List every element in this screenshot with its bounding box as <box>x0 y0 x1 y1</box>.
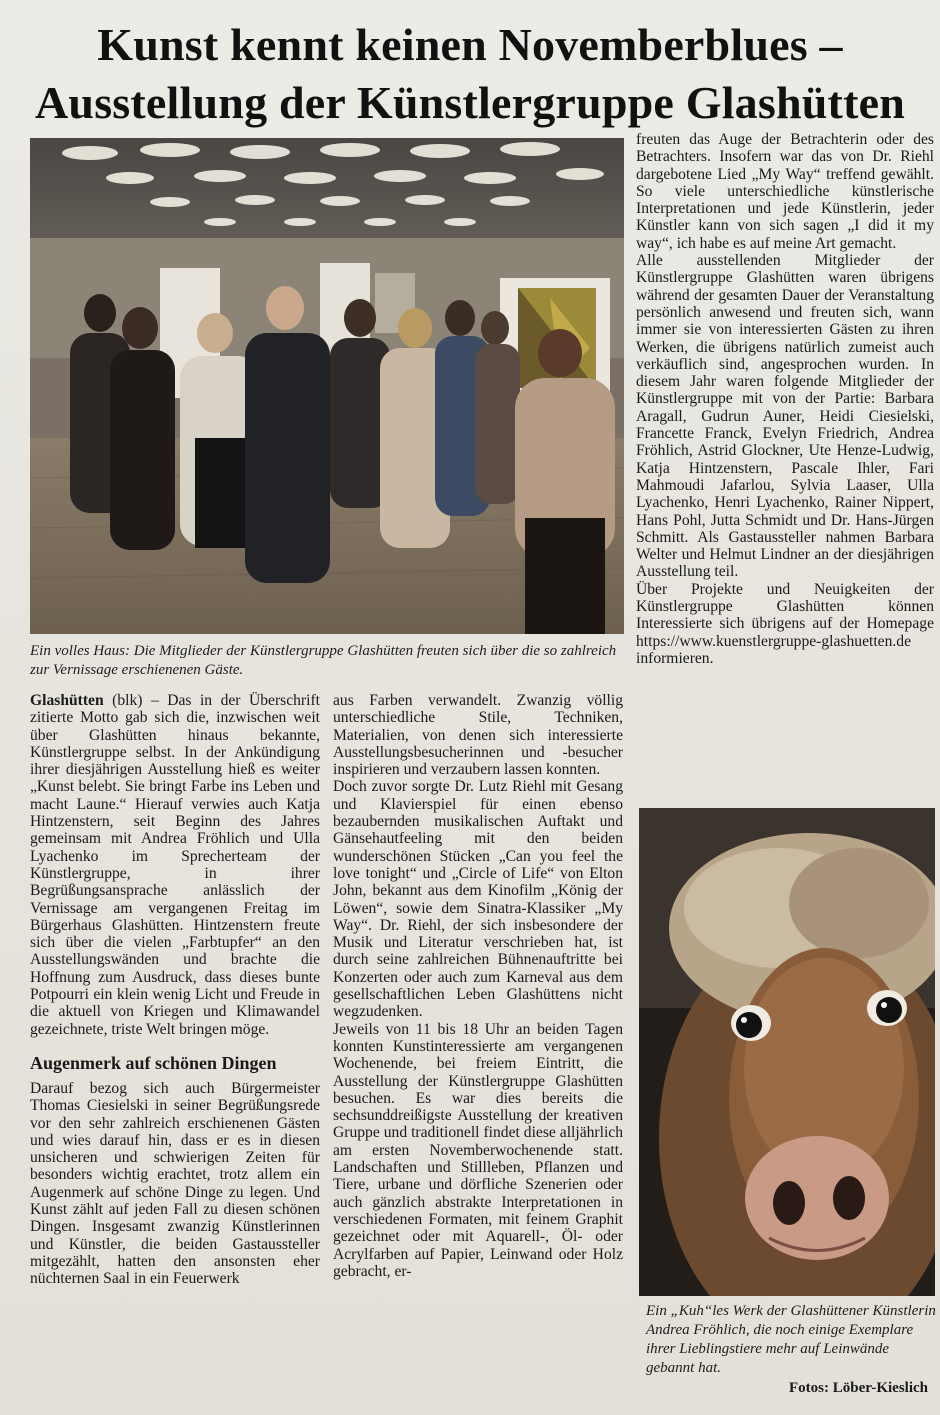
photo-credit: Fotos: Löber-Kieslich <box>788 1380 928 1396</box>
column-3-paragraph-1: freuten das Auge der Betrachterin oder des Betrachters. Insofern war das von Dr. Riehl dargebotene Lied „My Way“ treffend gewählt. So viele unterschiedliche künstlerische Interpretationen und jede Künstlerin, jeder Künstler kann von sich sagen „I did it my way“, ich habe es auf meine Art gemacht. <box>636 131 934 252</box>
column-1-paragraph-1 <box>30 692 320 1038</box>
column-2-paragraph-2: Doch zuvor sorgte Dr. Lutz Riehl mit Gesang und Klavierspiel für einen ebenso bezaubernden musikalischen Auftakt und Gänsehautfeeling mit den beiden wunderschönen Stücken „Can you feel the love tonight“ und „Circle of Life“ von Elton John, bekannt aus dem Kinofilm „König der Löwen“, sowie dem Sinatra-Klassiker „My Way“. Dr. Riehl, der sich insbesondere der Musik und Literatur verschrieben hat, ist durch seine zahlreichen Bühnenauftritte bei Konzerten oder auch zum Karneval aus dem gesellschaftlichen Leben Glashüttens nicht wegzudenken. <box>333 778 623 1021</box>
exhibition-photo <box>30 138 624 634</box>
column-1-paragraph-2: Darauf bezog sich auch Bürgermeister Thomas Ciesielski in seiner Begrüßungsrede vor den sehr zahlreich erschienenen Gästen und wies darauf hin, dass er es in diesen unsicheren und schwierigen Zeiten für besonders wichtig erachtet, trotz allem ein Augenmerk auf schöne Dinge zu legen. Und Kunst zählt auf jeden Fall zu diesen schönen Dingen. Insgesamt zwanzig Künstlerinnen und Künstler, die beiden Gastaussteller mitgezählt, hatten den ansonsten eher nüchternen Saal in ein Feuerwerk <box>30 1079 320 1288</box>
column-3-paragraph-3: Über Projekte und Neuigkeiten der Künstlergruppe Glashütten können Interessierte sich übrigens auf der Homepage https://www.kuenstlergruppe-glashuetten.de informieren. <box>636 580 934 667</box>
column-3-paragraph-2: Alle ausstellenden Mitglieder der Künstlergruppe Glashütten waren übrigens während der gesamten Dauer der Veranstaltung persönlich anwesend und freuten sich, wann immer sie von interessierten Gästen zu ihren Werken, die übrigens natürlich zumeist auch verkäuflich sind, angesprochen wurden. In diesem Jahr waren folgende Mitglieder der Künstlergruppe mit von der Partie: Barbara Aragall, Gudrun Auner, Heidi Ciesielski, Francette Franck, Evelyn Friedrich, Andrea Fröhlich, Astrid Glockner, Ute Henze-Ludwig, Katja Hintzenstern, Pascale Ihler, Fari Mahmoudi Jafarlou, Sylvia Laaser, Ulla Lyachenko, Henri Lyachenko, Rainer Nippert, Hans Pohl, Jutta Schmidt und Dr. Hans-Jürgen Schmitt. Als Gastaussteller nahmen Barbara Welter und Helmut Lindner an der diesjährigen Ausstellung teil. <box>636 252 934 581</box>
main-photo-caption: Ein volles Haus: Die Mitglieder der Künstlergruppe Glashütten freuten sich über die so zahlreich zur Vernissage erschienenen Gäste. <box>30 643 617 678</box>
column-2-paragraph-3: Jeweils von 11 bis 18 Uhr an beiden Tagen konnten Kunstinteressierte am vergangenen Wochenende, bei freiem Eintritt, die Ausstellung der Künstlergruppe Glashütten besuchen. Es war dies bereits die sechsunddreißigste Ausstellung der kreativen Gruppe und traditionell findet diese alljährlich am ersten Novemberwochenende statt. Landschaften und Stillleben, Pflanzen und Tiere, urbane und dörfliche Szenerien oder auch gänzlich abstrakte Interpretationen in verschiedenen Formaten, mit feinem Graphit gezeichnet oder mit Aquarell-, Öl- oder Acrylfarben auf Papier, Leinwand oder Holz gebracht, er- <box>333 1020 623 1280</box>
dateline: Glashütten <box>30 692 104 709</box>
article-column-1 <box>30 692 320 1288</box>
headline-line-2: Ausstellung der Künstlergruppe Glashütten <box>35 77 905 128</box>
article-column-3 <box>636 131 934 667</box>
column-1-paragraph-1-text: (blk) – Das in der Überschrift zitierte Motto gab sich die, inzwischen weit über Glashütten hinaus bekannte, Künstlergruppe selbst. In der Ankündigung ihrer diesjährigen Ausstellung hieß es weiter „Kunst belebt. Sie bringt Farbe ins Leben und macht Laune.“ Hierauf verwies auch Katja Hintzenstern, seit Beginn des Jahres gemeinsam mit Andrea Fröhlich und Ulla Lyachenko im Sprecherteam der Künstlergruppe, in ihrer Begrüßungsansprache anlässlich der Vernissage am vergangenen Freitag im Bürgerhaus Glashütten. Hintzenstern freute sich über die vielen „Farbtupfer“ an den Ausstellungswänden und brachte die Hoffnung zum Ausdruck, dass dieses bunte Potpourri ein klein wenig Licht und Freude in die aktuell von Kriegen und Klimawandel gezeichnete, triste Welt bringen möge. <box>30 692 320 1038</box>
headline-line-1: Kunst kennt keinen Novemberblues – <box>97 19 843 70</box>
cow-photo-caption: Ein „Kuh“les Werk der Glashüttener Künstlerin Andrea Fröhlich, die noch einige Exemplare ihrer Lieblingstiere mehr auf Leinwände gebannt hat. <box>646 1303 936 1376</box>
cow-painting-photo <box>639 808 935 1296</box>
column-2-paragraph-1: aus Farben verwandelt. Zwanzig völlig unterschiedliche Stile, Techniken, Materialien, von denen sich interessierte Ausstellungsbesucherinnen und -besucher inspirieren und verzaubern lassen konnten. <box>333 692 623 779</box>
article-column-2 <box>333 692 623 1280</box>
subheadline: Augenmerk auf schönen Dingen <box>30 1052 277 1073</box>
